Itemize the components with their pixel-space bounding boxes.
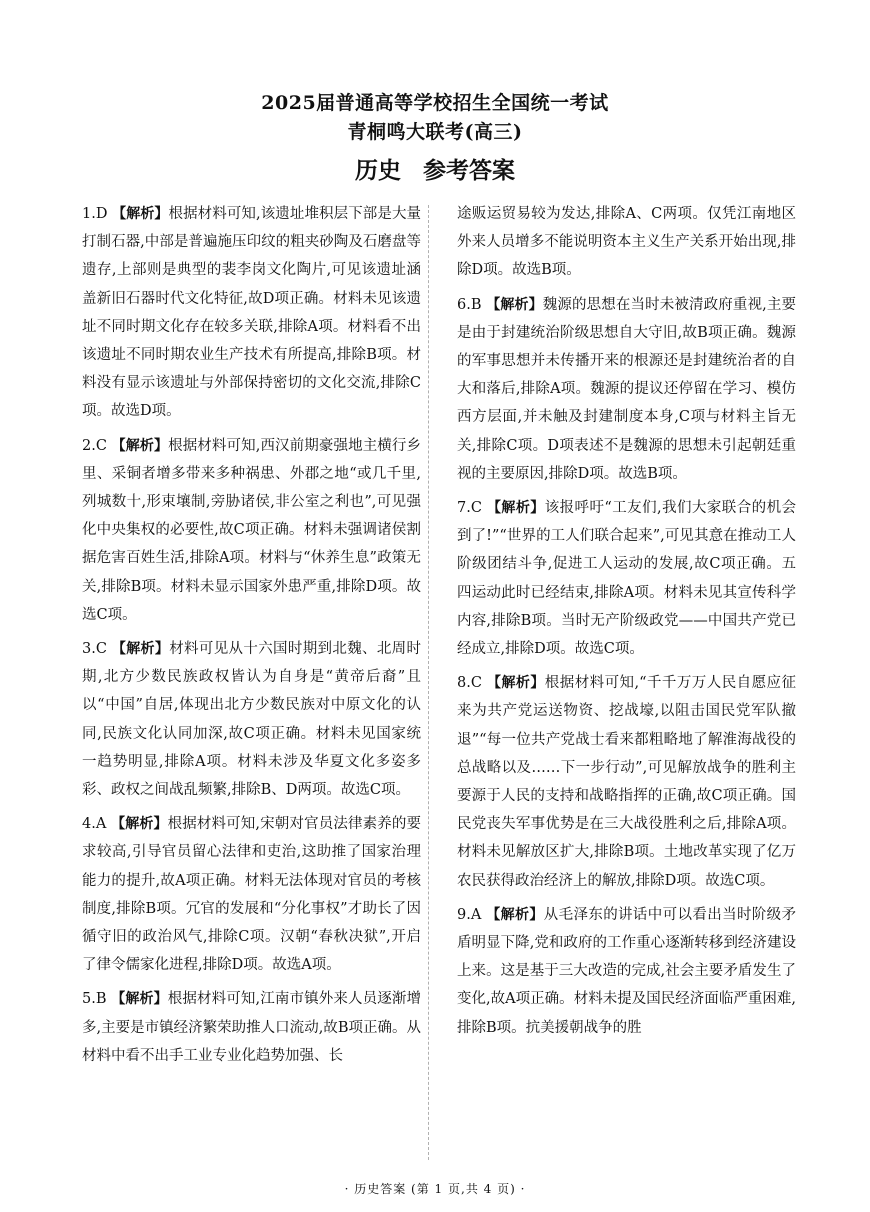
analysis-text: 根据材料可知,宋朝对官员法律素养的要求较高,引导官员留心法律和吏治,这助推了国家治理能力的提升,故A项正确。材料无法体现对官员的考核制度,排除B项。冗官的发展和“分化事权”才助长了因循守旧的政治风气,排除C项。汉朝“春秋决狱”,开启了律令儒家化进程,排除D项。故选A项。 xyxy=(82,816,422,974)
analysis-text: 根据材料可知,“千千万万人民自愿应征来为共产党运送物资、挖战壕,以阻击国民党军队撤退”“每一位共产党战士看来都粗略地了解淮海战役的总战略以及……下一步行动”,可见解放战争的胜利主要源于人民的支持和战略指挥的正确,故C项正确。国民党丧失军事优势是在三大战役胜利之后,排除A项。材料未见解放区扩大,排除B项。土地改革实现了亿万农民获得政治经济上的解放,排除D项。故选C项。 xyxy=(457,675,796,889)
analysis-tag: 【解析】 xyxy=(112,206,169,222)
answer-item xyxy=(82,200,421,426)
right-column xyxy=(457,200,796,1048)
answer-item xyxy=(457,669,796,895)
answer-item xyxy=(82,432,421,629)
exam-subtitle: 青桐鸣大联考(高三) xyxy=(347,121,523,143)
analysis-text: 根据材料可知,西汉前期豪强地主横行乡里、采铜者增多带来多种祸患、外郡之地“或几千里,列城数十,形束壤制,旁胁诸侯,非公室之利也”,可见强化中央集权的必要性,故C项正确。材料未强调诸侯割据危害百姓生活,排除A项。材料与“休养生息”政策无关,排除B项。材料未显示国家外患严重,排除D项。故选C项。 xyxy=(82,437,422,623)
analysis-text: 根据材料可知,江南市镇外来人员逐渐增多,主要是市镇经济繁荣助推人口流动,故B项正确。从材料中看不出手工业专业化趋势加强、长 xyxy=(82,991,422,1064)
question-number: 7.C xyxy=(457,500,482,517)
answer-item xyxy=(457,200,796,285)
analysis-tag: 【解析】 xyxy=(111,816,168,833)
answer-item xyxy=(82,985,421,1070)
analysis-tag: 【解析】 xyxy=(486,500,545,517)
question-number: 3.C xyxy=(82,641,107,658)
left-column xyxy=(82,200,421,1076)
question-number: 9.A xyxy=(457,906,482,923)
subject-label: 历史 xyxy=(355,157,401,184)
page-footer: · 历史答案 (第 1 页,共 4 页) · xyxy=(344,1182,526,1196)
column-divider xyxy=(428,205,429,1160)
answer-item xyxy=(82,810,421,979)
question-number: 2.C xyxy=(82,437,107,454)
question-number: 4.A xyxy=(82,816,107,833)
analysis-text: 材料可见从十六国时期到北魏、北周时期,北方少数民族政权皆认为自身是“黄帝后裔”且以“中国”自居,体现出北方少数民族对中原文化的认同,民族文化认同加深,故C项正确。材料未见国家统一趋势明显,排除A项。材料未涉及华夏文化多姿多彩、政权之间战乱频繁,排除B、D两项。故选C项。 xyxy=(82,641,422,799)
answer-item xyxy=(457,901,796,1042)
analysis-text: 途贩运贸易较为发达,排除A、C两项。仅凭江南地区外来人员增多不能说明资本主义生产关系开始出现,排除D项。故选B项。 xyxy=(457,206,796,279)
analysis-tag: 【解析】 xyxy=(486,296,543,313)
analysis-text: 该报呼吁“工友们,我们大家联合的机会到了!”“世界的工人们联合起来”,可见其意在推动工人阶级团结斗争,促进工人运动的发展,故C项正确。五四运动此时已经结束,排除A项。材料未见其宣传科学内容,排除B项。当时无产阶级政党——中国共产党已经成立,排除D项。故选C项。 xyxy=(457,500,797,658)
question-number: 1.D xyxy=(82,206,108,222)
answer-item xyxy=(457,291,796,488)
analysis-tag: 【解析】 xyxy=(486,906,544,923)
analysis-text: 从毛泽东的讲话中可以看出当时阶级矛盾明显下降,党和政府的工作重心逐渐转移到经济建设上来。这是基于三大改造的完成,社会主要矛盾发生了变化,故A项正确。材料未提及国民经济面临严重困难,排除B项。抗美援朝战争的胜 xyxy=(457,906,797,1036)
analysis-tag: 【解析】 xyxy=(487,675,545,692)
analysis-text: 魏源的思想在当时未被清政府重视,主要是由于封建统治阶级思想自大守旧,故B项正确。魏源的军事思想并未传播开来的根源还是封建统治者的自大和落后,排除A项。魏源的提议还停留在学习、模仿西方层面,并未触及封建制度本身,C项与材料主旨无关,排除C项。D项表述不是魏源的思想未引起朝廷重视的主要原因,排除D项。故选B项。 xyxy=(457,296,797,482)
answer-item xyxy=(457,494,796,663)
answer-item xyxy=(82,635,421,804)
exam-title: 2025届普通高等学校招生全国统一考试 xyxy=(261,92,609,114)
analysis-tag: 【解析】 xyxy=(111,437,169,454)
question-number: 8.C xyxy=(457,675,482,692)
question-number: 6.B xyxy=(457,296,482,313)
question-number: 5.B xyxy=(82,991,107,1008)
answer-key-label: 参考答案 xyxy=(423,157,515,184)
analysis-tag: 【解析】 xyxy=(111,991,168,1008)
analysis-text: 根据材料可知,该遗址堆积层下部是大量打制石器,中部是普遍施压印纹的粗夹砂陶及石磨盘等遗存,上部则是典型的裴李岗文化陶片,可见该遗址涵盖新旧石器时代文化特征,故D项正确。材料未见该遗址不同时期文化存在较多关联,排除A项。材料看不出该遗址不同时期农业生产技术有所提高,排除B项。材料没有显示该遗址与外部保持密切的文化交流,排除C项。故选D项。 xyxy=(82,206,422,420)
answer-key-heading xyxy=(0,152,870,185)
analysis-tag: 【解析】 xyxy=(111,641,170,658)
